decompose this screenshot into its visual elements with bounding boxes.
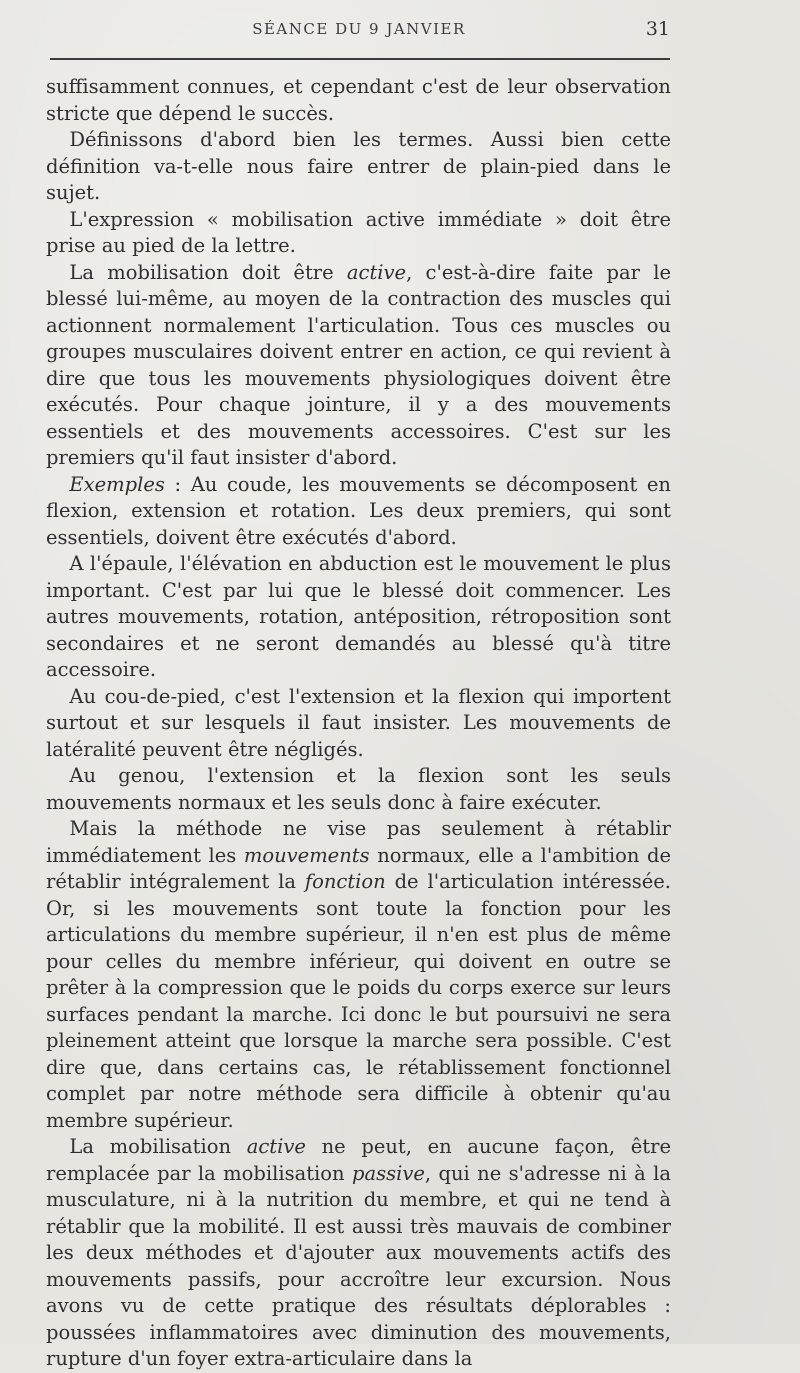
paragraph xyxy=(46,74,671,127)
italic-term: mouvements xyxy=(243,843,370,867)
text-segment: suffisamment connues, et cependant c'est de leur observation stricte que dépend le succès. xyxy=(46,75,671,125)
text-segment: A l'épaule, l'élévation en abduction est le mouvement le plus important. C'est par lui que le blessé doit commencer. Les autres mouvements, rotation, antéposition, rétroposition sont secondaires et ne seront demandés au blessé qu'à titre accessoire. xyxy=(46,552,671,681)
text-segment: Au genou, l'extension et la flexion sont les seuls mouvements normaux et les seuls donc à faire exécuter. xyxy=(46,764,671,814)
paragraph xyxy=(46,127,671,207)
paragraph xyxy=(46,684,671,764)
text-segment: L'expression « mobilisation active immédiate » doit être prise au pied de la lettre. xyxy=(46,207,671,257)
text-segment: , c'est-à-dire faite par le blessé lui-même, au moyen de la contraction des muscles qui actionnent normalement l'articulation. Tous ces muscles ou groupes musculaires doivent entrer en action, ce qui revient à dire que tous les mouvements physiologiques doivent être exécutés. Pour chaque jointure, il y a des mouvements essentiels et des mouvements accessoires. C'est sur les premiers qu'il faut insister d'abord. xyxy=(46,260,671,469)
text-segment: de l'articulation intéressée. Or, si les mouvements sont toute la fonction pour les articulations du membre supérieur, il n'en est plus de même pour celles du membre inférieur, qui doivent en outre se prêter à la compression que le poids du corps exerce sur leurs surfaces pendant la marche. Ici donc le but poursuivi ne sera pleinement atteint que lorsque la marche sera possible. C'est dire que, dans certains cas, le rétablissement fonctionnel complet par notre méthode sera difficile à obtenir qu'au membre supérieur. xyxy=(46,870,671,1132)
text-segment: Définissons d'abord bien les termes. Aussi bien cette définition va-t-elle nous faire entrer de plain-pied dans le sujet. xyxy=(46,128,671,204)
paragraph xyxy=(46,763,671,816)
text-segment: ne peut, en aucune façon, être remplacée par la mobilisation xyxy=(46,1135,671,1185)
text-segment: La mobilisation xyxy=(69,1135,247,1158)
italic-term: passive xyxy=(351,1161,425,1185)
paragraph xyxy=(46,207,671,260)
text-segment: , qui ne s'adresse ni à la musculature, ni à la nutrition du membre, et qui ne tend à rétablir que la mobilité. Il est aussi très mauvais de combiner les deux méthodes et d'ajouter aux mouvements actifs des mouvements passifs, pour accroître leur excursion. Nous avons vu de cette pratique des résultats déplorables : poussées inflammatoires avec diminution des mouvements, rupture d'un foyer extra-articulaire dans la xyxy=(46,1161,671,1370)
header-rule xyxy=(50,58,670,60)
text-segment: normaux, elle a l'ambition de rétablir intégralement la xyxy=(46,843,671,893)
paragraph xyxy=(46,551,671,684)
paragraph xyxy=(46,260,671,472)
text-segment: La mobilisation doit être xyxy=(69,260,347,284)
italic-term: active xyxy=(346,260,407,284)
italic-term: active xyxy=(246,1135,306,1158)
text-segment: Mais la méthode ne vise pas seulement à rétablir immédiatement les xyxy=(46,817,671,867)
paragraph xyxy=(46,1134,671,1373)
italic-term: fonction xyxy=(304,870,386,893)
text-segment: : Au coude, les mouvements se décomposent en flexion, extension et rotation. Les deux premiers, qui sont essentiels, doivent être exécutés d'abord. xyxy=(46,472,671,549)
page-number: 31 xyxy=(645,18,670,40)
italic-term: Exemples xyxy=(69,472,165,496)
body-text xyxy=(46,74,671,1373)
running-head: SÉANCE DU 9 JANVIER xyxy=(252,20,466,38)
paragraph xyxy=(46,472,671,552)
paragraph xyxy=(46,816,671,1134)
text-segment: Au cou-de-pied, c'est l'extension et la flexion qui importent surtout et sur lesquels il faut insister. Les mouvements de latéralité peuvent être négligés. xyxy=(46,684,671,761)
